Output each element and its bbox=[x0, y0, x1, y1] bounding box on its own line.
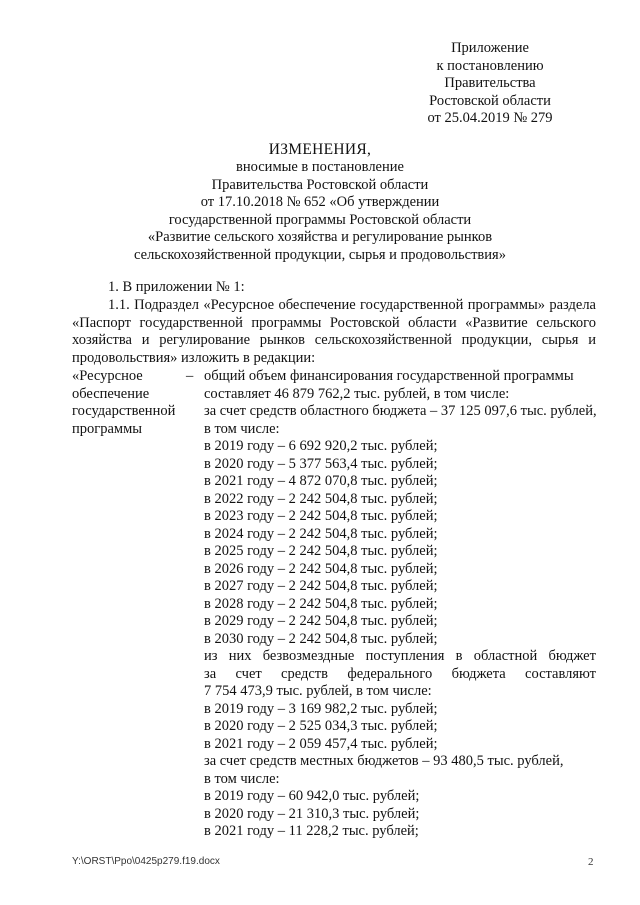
paragraph-item-1-1: 1.1. Подраздел «Ресурсное обеспечение государственной программы» раздела «Паспорт государственной программы Ростовской области «Развитие сельского хозяйства и регулирование рынков сельскохозяйственной продукции, сырья и продовольствия» изложить в редакции: bbox=[72, 297, 596, 366]
regional-year-line: в 2022 году – 2 242 504,8 тыс. рублей; bbox=[204, 490, 438, 507]
title-line: сельскохозяйственной продукции, сырья и продовольствия» bbox=[134, 246, 506, 263]
page-number: 2 bbox=[588, 856, 594, 868]
title-line: «Развитие сельского хозяйства и регулирование рынков bbox=[147, 229, 493, 245]
federal-word: за bbox=[204, 665, 217, 682]
regional-year-line: в 2023 году – 2 242 504,8 тыс. рублей; bbox=[204, 508, 438, 524]
total-line: общий объем финансирования государственной программы bbox=[204, 368, 574, 384]
resource-label-line: государственной bbox=[72, 403, 176, 419]
regional-year-line: в 2024 году – 2 242 504,8 тыс. рублей; bbox=[204, 525, 438, 542]
federal-year-line: в 2020 году – 2 525 034,3 тыс. рублей; bbox=[204, 718, 438, 734]
title-line: Правительства Ростовской области bbox=[211, 176, 429, 193]
footer-file-path: Y:\ORST\Ppo\0425p279.f19.docx bbox=[72, 856, 220, 867]
total-line: составляет 46 879 762,2 тыс. рублей, в том числе: bbox=[204, 385, 510, 402]
title-line: от 17.10.2018 № 652 «Об утверждении bbox=[200, 194, 440, 210]
resource-dash: – bbox=[186, 368, 194, 384]
federal-word: составляют bbox=[525, 665, 596, 682]
federal-line-2 bbox=[204, 666, 596, 684]
regional-year-line: в 2025 году – 2 242 504,8 тыс. рублей; bbox=[204, 543, 438, 559]
federal-word: счет bbox=[235, 665, 262, 682]
appendix-line: от 25.04.2019 № 279 bbox=[427, 110, 553, 126]
resource-details bbox=[204, 368, 596, 841]
resource-label-line: «Ресурсное bbox=[72, 368, 143, 384]
regional-year-line: в 2021 году – 4 872 070,8 тыс. рублей; bbox=[204, 473, 438, 489]
appendix-line: Приложение bbox=[451, 40, 529, 56]
regional-year-line: в 2028 году – 2 242 504,8 тыс. рублей; bbox=[204, 595, 438, 612]
document-title bbox=[100, 140, 540, 264]
regional-year-line: в 2019 году – 6 692 920,2 тыс. рублей; bbox=[204, 438, 438, 454]
local-year-line: в 2020 году – 21 310,3 тыс. рублей; bbox=[204, 805, 420, 822]
appendix-header bbox=[400, 40, 580, 128]
federal-year-line: в 2021 году – 2 059 457,4 тыс. рублей; bbox=[204, 735, 438, 752]
appendix-line: к постановлению bbox=[436, 57, 544, 74]
appendix-line: Правительства bbox=[444, 75, 536, 91]
regional-year-line: в 2029 году – 2 242 504,8 тыс. рублей; bbox=[204, 613, 438, 629]
local-line: за счет средств местных бюджетов – 93 480,5 тыс. рублей, bbox=[204, 753, 564, 769]
federal-word: безвозмездные bbox=[262, 648, 355, 664]
federal-year-line: в 2019 году – 3 169 982,2 тыс. рублей; bbox=[204, 700, 438, 717]
local-year-line: в 2019 году – 60 942,0 тыс. рублей; bbox=[204, 788, 420, 804]
resource-label bbox=[72, 368, 192, 438]
regional-year-line: в 2030 году – 2 242 504,8 тыс. рублей; bbox=[204, 630, 438, 647]
federal-word: бюджет bbox=[548, 648, 596, 664]
federal-word: бюджета bbox=[451, 665, 506, 682]
regional-year-line: в 2020 году – 5 377 563,4 тыс. рублей; bbox=[204, 455, 438, 472]
federal-word: средств bbox=[281, 665, 328, 682]
local-year-line: в 2021 году – 11 228,2 тыс. рублей; bbox=[204, 823, 419, 839]
title-line: вносимые в постановление bbox=[236, 159, 404, 175]
federal-word: федерального bbox=[347, 665, 433, 682]
federal-word: в bbox=[455, 648, 463, 664]
federal-line-1 bbox=[204, 648, 596, 666]
regional-line: за счет средств областного бюджета – 37 125 097,6 тыс. рублей, bbox=[204, 403, 597, 419]
federal-word: поступления bbox=[365, 648, 445, 664]
regional-year-line: в 2026 году – 2 242 504,8 тыс. рублей; bbox=[204, 560, 438, 577]
resource-label-line: программы bbox=[72, 420, 142, 437]
regional-line: в том числе: bbox=[204, 420, 280, 437]
title-heading: ИЗМЕНЕНИЯ, bbox=[268, 141, 372, 158]
local-line: в том числе: bbox=[204, 770, 280, 787]
federal-word: из bbox=[204, 648, 218, 664]
federal-word: областной bbox=[473, 648, 538, 664]
appendix-line: Ростовской области bbox=[429, 92, 551, 109]
federal-line-3: 7 754 473,9 тыс. рублей, в том числе: bbox=[204, 683, 432, 699]
resource-label-line: обеспечение bbox=[72, 385, 150, 402]
paragraph-item-1: 1. В приложении № 1: bbox=[108, 279, 245, 295]
federal-word: них bbox=[228, 648, 252, 664]
title-line: государственной программы Ростовской области bbox=[168, 211, 472, 228]
regional-year-line: в 2027 году – 2 242 504,8 тыс. рублей; bbox=[204, 578, 438, 594]
